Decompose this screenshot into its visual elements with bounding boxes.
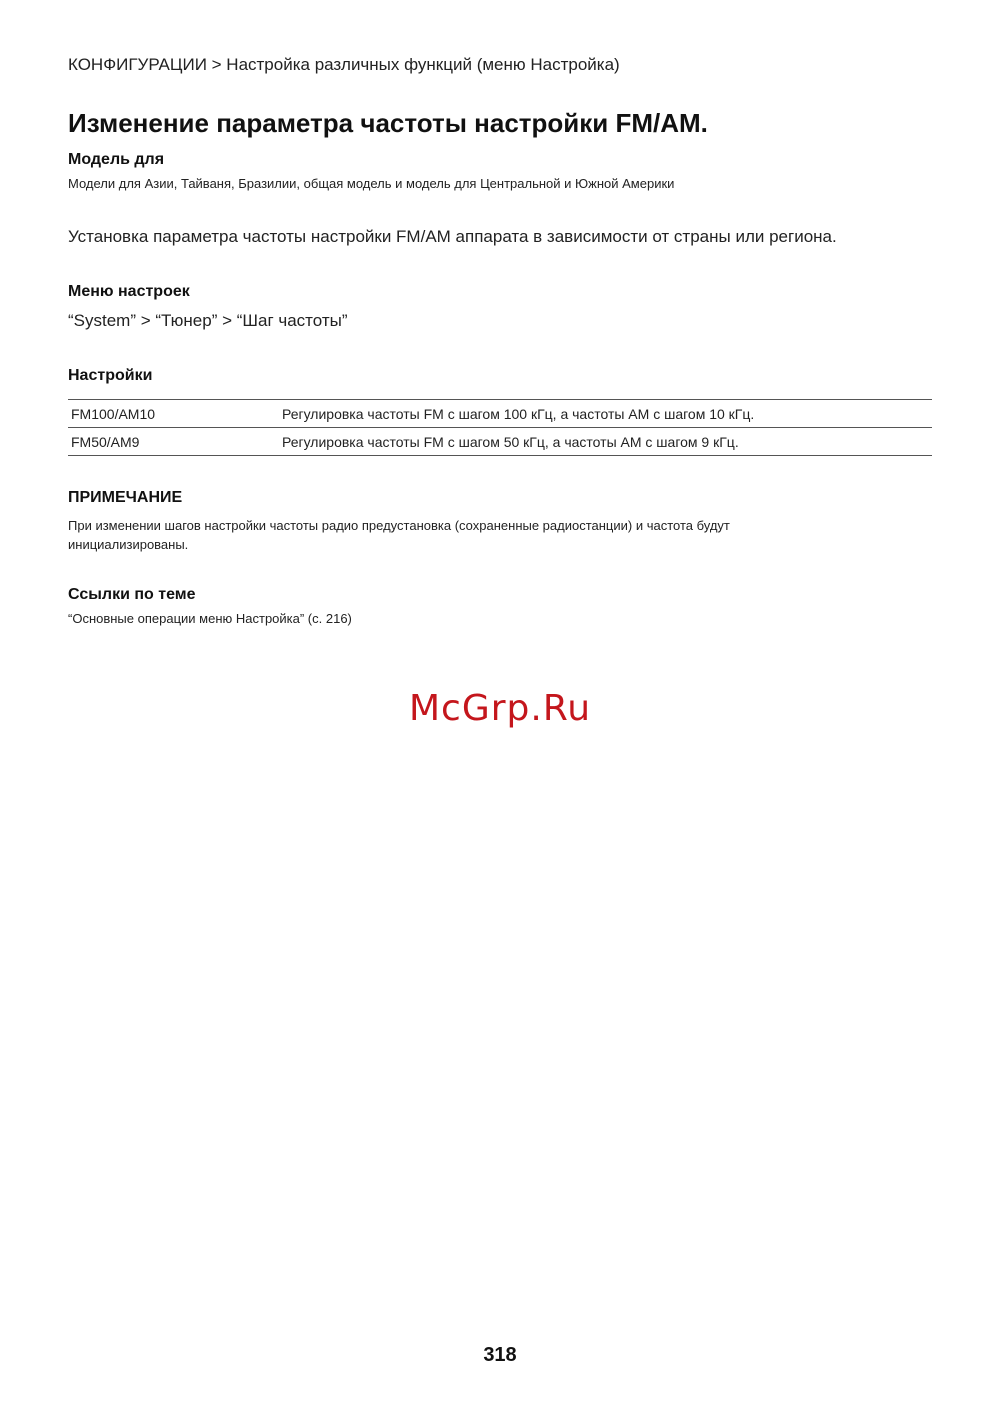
related-link[interactable]: “Основные операции меню Настройка” (с. 216) <box>68 611 352 626</box>
menu-heading: Меню настроек <box>68 283 190 300</box>
setting-option: FM100/AM10 <box>68 400 279 428</box>
related-heading: Ссылки по теме <box>68 586 196 603</box>
settings-heading: Настройки <box>68 367 153 384</box>
model-text: Модели для Азии, Тайваня, Бразилии, общая модель и модель для Центральной и Южной Америки <box>68 176 675 191</box>
breadcrumb: КОНФИГУРАЦИИ > Настройка различных функций (меню Настройка) <box>68 55 620 74</box>
menu-path: “System” > “Тюнер” > “Шаг частоты” <box>68 311 348 330</box>
setting-description: Регулировка частоты FM с шагом 100 кГц, а частоты AM с шагом 10 кГц. <box>279 400 932 428</box>
settings-table <box>68 399 932 456</box>
setting-option: FM50/AM9 <box>68 428 279 456</box>
page-title: Изменение параметра частоты настройки FM/AM. <box>68 108 708 138</box>
intro-text: Установка параметра частоты настройки FM/AM аппарата в зависимости от страны или региона. <box>68 227 837 246</box>
watermark-logo: McGrp.Ru <box>408 688 592 729</box>
note-heading: ПРИМЕЧАНИЕ <box>68 489 183 506</box>
model-heading: Модель для <box>68 151 165 168</box>
setting-description: Регулировка частоты FM с шагом 50 кГц, а частоты AM с шагом 9 кГц. <box>279 428 932 456</box>
page-number: 318 <box>483 1344 517 1366</box>
note-text: При изменении шагов настройки частоты радио предустановка (сохраненные радиостанции) и частота будут инициализированы. <box>68 518 730 552</box>
table-row <box>68 428 932 456</box>
table-row <box>68 400 932 428</box>
